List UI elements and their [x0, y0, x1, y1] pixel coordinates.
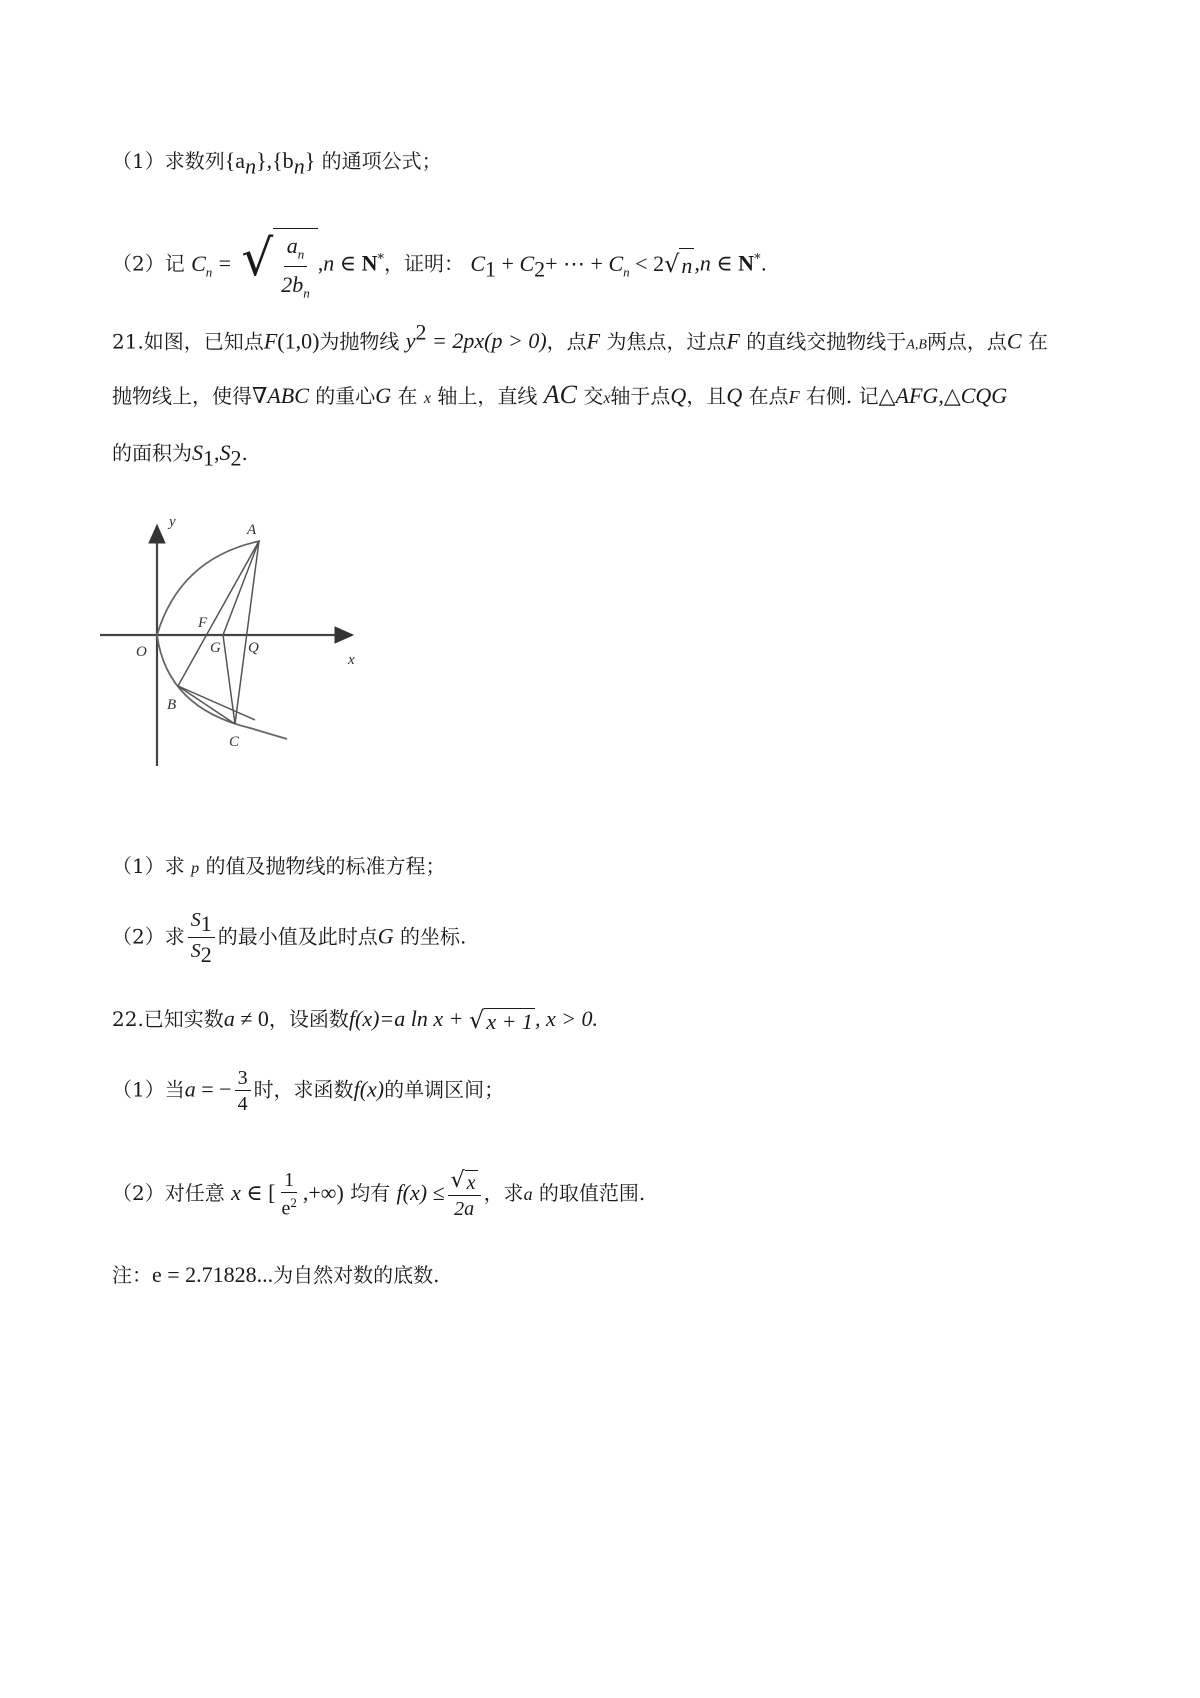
label-A: A	[247, 522, 257, 538]
q21-part1: （1）求 p 的值及抛物线的标准方程；	[112, 854, 446, 878]
q21-line3: 的面积为$S_1,S_2$.	[112, 440, 248, 471]
parabola-figure	[100, 514, 400, 838]
q22-part1: （1）当a = − $\frac{3}{4}$ 时，求函数f(x)的单调区间；	[112, 1067, 505, 1115]
label-G: G	[210, 640, 221, 656]
q22-line1: 22.已知实数a ≠ 0，设函数f(x)=a ln x + √ x + 1 , x > 0.	[112, 1006, 599, 1034]
q22-part2: （2）对任意 x ∈ [ $\frac{1}{e^2}$ ,+∞) 均有 f(x) ≤ √ x 2a ，求a 的取值范围.	[112, 1168, 646, 1220]
seq-a: $\{a_n\},\{b_n\}$	[224, 148, 316, 179]
label-C: C	[229, 734, 240, 750]
q22-note: 注：e = 2.71828...为自然对数的底数.	[112, 1262, 440, 1287]
q21-part2: （2）求 $\frac{S_1}{S_2}$ 的最小值及此时点G 的坐标.	[112, 909, 467, 967]
label-Q: Q	[248, 640, 259, 656]
parabola-curve	[157, 541, 287, 739]
q21-line1: 21.如图，已知点F(1,0)为抛物线 $y^2 = 2px(p > 0)$，点F 为焦点，过点F 的直线交抛物线于A,B两点，点C 在	[112, 320, 1048, 354]
sqrt-fraction: √ $\frac{a_n}{2b_n}$	[241, 228, 317, 302]
label-x: x	[348, 652, 355, 668]
line-AG	[223, 541, 259, 635]
label-F: F	[198, 615, 208, 631]
q20-part2: （2）记 $C_n$ = √ $\frac{a_n}{2b_n}$ ,n ∈ N*，证明： $C_1 + C_2+$ ⋯ + $C_n < 2$ √ n ,n ∈ N*.	[112, 228, 767, 302]
label-O: O	[136, 644, 147, 660]
sum-inequality: $C_1 + C_2+$ ⋯ + $C_n < 2$	[470, 250, 665, 281]
q21-line2: 抛物线上，使得∇ABC 的重心G 在 x 轴上，直线 AC 交x轴于点Q，且Q 在点F 右侧. 记△AFG,△CQG	[112, 380, 1008, 409]
label-B: B	[167, 697, 177, 713]
line-BC	[178, 686, 235, 724]
q20-part1: （1）求数列$\{a_n\},\{b_n\}$ 的通项公式；	[112, 148, 442, 179]
line-BA2	[178, 686, 255, 720]
line-AB	[178, 541, 259, 686]
label-y: y	[169, 514, 176, 530]
line-AC	[235, 541, 259, 724]
